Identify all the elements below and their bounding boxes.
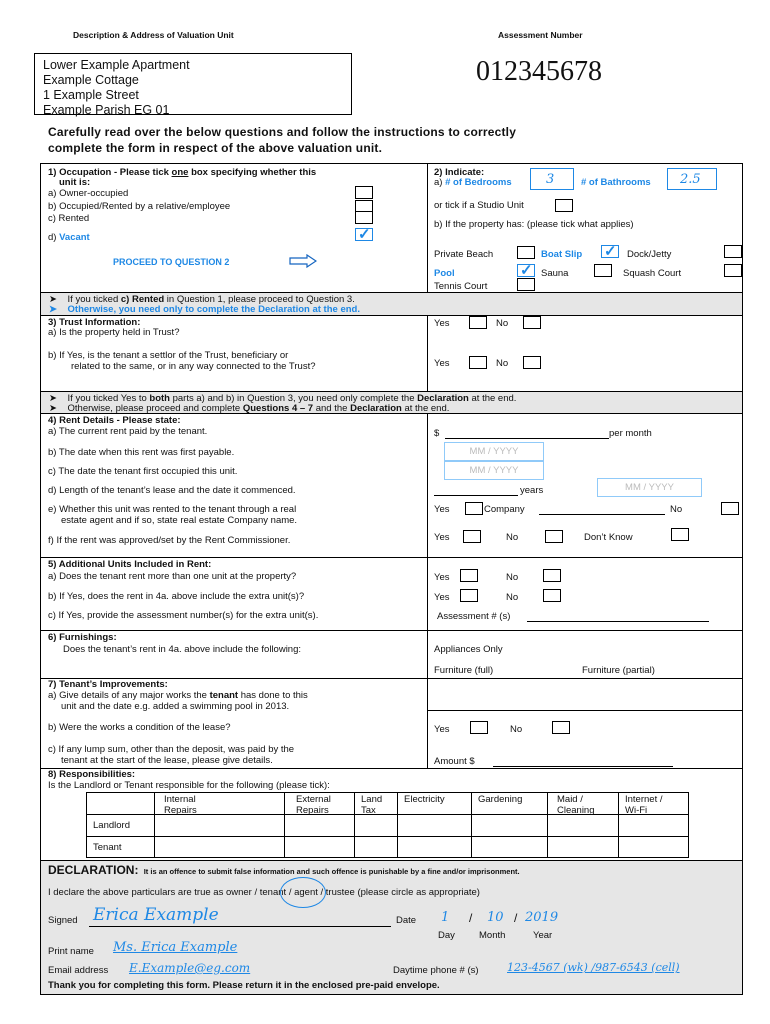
bathrooms-value: 2.5	[680, 172, 701, 187]
q7b-yes-label: Yes	[434, 724, 450, 735]
squash-label: Squash Court	[623, 268, 682, 279]
q4-dollar: $	[434, 428, 440, 439]
col-internal-repairs: Internal Repairs	[164, 794, 197, 816]
q6-text: Does the tenant’s rent in 4a. above include the following:	[63, 644, 302, 655]
q4-a: a) The current rent paid by the tenant.	[48, 426, 208, 437]
intro-line-2: complete the form in respect of the above valuation unit.	[48, 141, 383, 155]
q5a-no-label: No	[506, 572, 519, 583]
date-separator: /	[514, 911, 518, 925]
q4f-dont-know-checkbox[interactable]	[671, 528, 689, 541]
q5-title: 5) Additional Units Included in Rent:	[48, 559, 212, 570]
company-name-field[interactable]	[539, 514, 665, 515]
furniture-partial-label[interactable]: Furniture (partial)	[582, 665, 655, 676]
print-name-value[interactable]: Ms. Erica Example	[113, 940, 238, 955]
pool-checkbox[interactable]	[517, 264, 535, 277]
q3a-no-label: No	[496, 318, 509, 329]
phone-label: Daytime phone # (s)	[393, 965, 479, 976]
q7-a-1: a) Give details of any major works the tenant has done to this	[48, 690, 308, 701]
rent-payable-date-field[interactable]: MM / YYYY	[444, 442, 544, 461]
q3b-yes-label: Yes	[434, 358, 450, 369]
q3a-yes-checkbox[interactable]	[469, 316, 487, 329]
declaration-statement: I declare the above particulars are true as owner / tenant / agent / trustee (please circle as appropriate)	[48, 887, 480, 898]
address-line-2: Example Cottage	[43, 73, 139, 87]
dont-know-label: Don’t Know	[584, 532, 633, 543]
q4f-no-checkbox[interactable]	[545, 530, 563, 543]
col-internet-wifi: Internet / Wi-Fi	[625, 794, 663, 816]
phone-value[interactable]: 123-4567 (wk) /987-6543 (cell)	[507, 961, 680, 974]
pool-label: Pool	[434, 268, 455, 279]
q5b-no-label: No	[506, 592, 519, 603]
occupied-date-field[interactable]: MM / YYYY	[444, 461, 544, 480]
q7-a-2: unit and the date e.g. added a swimming pool in 2013.	[61, 701, 290, 712]
q1-title-2: unit is:	[59, 177, 91, 188]
years-label: years	[520, 485, 544, 496]
note2-line2: ➤ Otherwise, please proceed and complete Questions 4 – 7 and the Declaration at the end.	[49, 403, 450, 414]
q3b-no-label: No	[496, 358, 509, 369]
arrow-right-icon	[289, 254, 317, 268]
declaration-heading: DECLARATION: It is an offence to submit false information and such offence is punishable by a fine and/or imprisonment.	[48, 863, 520, 877]
bathrooms-label: # of Bathrooms	[581, 177, 651, 188]
q4-b: b) The date when this rent was first payable.	[48, 447, 235, 458]
q1-rented-label: c) Rented	[48, 213, 90, 224]
q5a-yes-label: Yes	[434, 572, 450, 583]
owner-circle	[280, 877, 326, 908]
q4-e-1: e) Whether this unit was rented to the tenant through a real	[48, 504, 297, 515]
q1-vacant-checkbox[interactable]	[355, 228, 373, 241]
address-line-1: Lower Example Apartment	[43, 58, 190, 72]
signed-label: Signed	[48, 915, 78, 926]
q7-c-2: tenant at the start of the lease, please give details.	[61, 755, 273, 766]
day-label: Day	[438, 930, 455, 941]
studio-label: or tick if a Studio Unit	[434, 200, 524, 211]
q5b-no-checkbox[interactable]	[543, 589, 561, 602]
assessment-extra-label: Assessment # (s)	[437, 611, 511, 622]
q5a-no-checkbox[interactable]	[543, 569, 561, 582]
date-month[interactable]: 10	[487, 910, 504, 925]
q5-a: a) Does the tenant rent more than one unit at the property?	[48, 571, 297, 582]
intro-text	[48, 124, 648, 156]
date-day[interactable]: 1	[441, 910, 450, 925]
year-label: Year	[533, 930, 553, 941]
row-landlord: Landlord	[93, 820, 130, 831]
tennis-label: Tennis Court	[434, 281, 488, 292]
boat-slip-label: Boat Slip	[541, 249, 583, 260]
signature: Erica Example	[93, 905, 219, 925]
q4-f: f) If the rent was approved/set by the Rent Commissioner.	[48, 535, 291, 546]
q3b-yes-checkbox[interactable]	[469, 356, 487, 369]
address-line-3: 1 Example Street	[43, 88, 139, 102]
q7b-yes-checkbox[interactable]	[470, 721, 488, 734]
form-body	[40, 163, 743, 995]
q6-title: 6) Furnishings:	[48, 632, 117, 643]
q2-a-label: a) # of Bedrooms	[434, 177, 512, 188]
col-gardening: Gardening	[478, 794, 523, 805]
assessment-number: 012345678	[476, 56, 602, 87]
q1-rented-checkbox[interactable]	[355, 211, 373, 224]
q7-b: b) Were the works a condition of the lease?	[48, 722, 231, 733]
lease-years-field[interactable]	[434, 495, 518, 496]
q8-text: Is the Landlord or Tenant responsible for the following (please tick):	[48, 780, 330, 791]
private-beach-label: Private Beach	[434, 249, 494, 260]
furniture-full-label[interactable]: Furniture (full)	[434, 665, 494, 676]
amount-label: Amount $	[434, 756, 475, 767]
note1-line1: ➤ If you ticked c) Rented in Question 1, please proceed to Question 3.	[49, 294, 355, 305]
appliances-only-label[interactable]: Appliances Only	[434, 644, 503, 655]
bedrooms-field[interactable]	[530, 168, 574, 190]
q4f-no-label: No	[506, 532, 519, 543]
q3-b-2: related to the same, or in any way connected to the Trust?	[71, 361, 316, 372]
q7-c-1: c) If any lump sum, other than the deposit, was paid by the	[48, 744, 295, 755]
q5-c: c) If Yes, provide the assessment number(s) for the extra unit(s).	[48, 610, 319, 621]
responsibilities-table	[86, 792, 689, 858]
boat-slip-checkbox[interactable]	[601, 245, 619, 258]
assessment-label: Assessment Number	[498, 30, 583, 40]
intro-line-1: Carefully read over the below questions and follow the instructions to correctly	[48, 125, 517, 139]
tennis-checkbox[interactable]	[517, 278, 535, 291]
q4f-yes-label: Yes	[434, 532, 450, 543]
q1-vacant-label: d) Vacant	[48, 232, 90, 243]
col-maid-cleaning: Maid / Cleaning	[557, 794, 595, 816]
q8-title: 8) Responsibilities:	[48, 769, 136, 780]
month-label: Month	[479, 930, 506, 941]
studio-checkbox[interactable]	[555, 199, 573, 212]
q1-owner-label: a) Owner-occupied	[48, 188, 129, 199]
address-line-4: Example Parish EG 01	[43, 103, 170, 117]
private-beach-checkbox[interactable]	[517, 246, 535, 259]
q7b-no-checkbox[interactable]	[552, 721, 570, 734]
note2-line1: ➤ If you ticked Yes to both parts a) and b) in Question 3, you need only complete the Declaration at the end.	[49, 393, 517, 404]
q4f-yes-checkbox[interactable]	[463, 530, 481, 543]
sauna-checkbox[interactable]	[594, 264, 612, 277]
company-label: Company	[484, 504, 525, 515]
q4e-yes-label: Yes	[434, 504, 450, 515]
q7b-no-label: No	[510, 724, 523, 735]
date-year[interactable]: 2019	[525, 910, 559, 925]
col-external-repairs: External Repairs	[296, 794, 331, 816]
rent-amount-field[interactable]	[445, 438, 609, 439]
q2-b-label: b) If the property has: (please tick what applies)	[434, 219, 634, 230]
address-box	[34, 53, 352, 115]
q4-c: c) The date the tenant first occupied this unit.	[48, 466, 238, 477]
email-label: Email address	[48, 965, 109, 976]
q5b-yes-label: Yes	[434, 592, 450, 603]
q4e-no-checkbox[interactable]	[721, 502, 739, 515]
dock-label: Dock/Jetty	[627, 249, 672, 260]
q4-title: 4) Rent Details - Please state:	[48, 415, 181, 426]
amount-field[interactable]	[493, 766, 673, 767]
bathrooms-field[interactable]	[667, 168, 717, 190]
thank-you-text: Thank you for completing this form. Please return it in the enclosed pre-paid envelope.	[48, 980, 440, 991]
date-label: Date	[396, 915, 417, 926]
sauna-label: Sauna	[541, 268, 569, 279]
q7-title: 7) Tenant’s Improvements:	[48, 679, 168, 690]
proceed-q2-text: PROCEED TO QUESTION 2	[113, 257, 230, 267]
description-label: Description & Address of Valuation Unit	[73, 30, 234, 40]
q4e-yes-checkbox[interactable]	[465, 502, 483, 515]
q4e-no-label: No	[670, 504, 683, 515]
signature-line[interactable]	[89, 926, 391, 927]
q3-title: 3) Trust Information:	[48, 317, 141, 328]
per-month-label: per month	[609, 428, 652, 439]
q1-title: 1) Occupation - Please tick one box specifying whether this	[48, 167, 317, 178]
q4-d: d) Length of the tenant’s lease and the date it commenced.	[48, 485, 296, 496]
q5b-yes-checkbox[interactable]	[460, 589, 478, 602]
date-separator: /	[469, 911, 473, 925]
q1-owner-checkbox[interactable]	[355, 186, 373, 199]
col-land-tax: Land Tax	[361, 794, 383, 816]
q3-a: a) Is the property held in Trust?	[48, 327, 180, 338]
owner-option[interactable]: owner	[225, 887, 252, 898]
bedrooms-value: 3	[546, 172, 555, 187]
q5-b: b) If Yes, does the rent in 4a. above include the extra unit(s)?	[48, 591, 305, 602]
assessment-extra-field[interactable]	[527, 621, 709, 622]
col-electricity: Electricity	[404, 794, 445, 805]
q3b-no-checkbox[interactable]	[523, 356, 541, 369]
email-value[interactable]: E.Example@eg.com	[129, 961, 251, 975]
q4-e-2: estate agent and if so, state real estate Company name.	[61, 515, 298, 526]
q1-relative-label: b) Occupied/Rented by a relative/employee	[48, 201, 231, 212]
q3a-yes-label: Yes	[434, 318, 450, 329]
note1-line2: ➤ Otherwise, you need only to complete the Declaration at the end.	[49, 304, 360, 315]
squash-checkbox[interactable]	[724, 264, 742, 277]
q3a-no-checkbox[interactable]	[523, 316, 541, 329]
print-name-label: Print name	[48, 946, 94, 957]
row-tenant: Tenant	[93, 842, 122, 853]
q3-b-1: b) If Yes, is the tenant a settlor of the Trust, beneficiary or	[48, 350, 289, 361]
lease-start-date-field[interactable]: MM / YYYY	[597, 478, 702, 497]
dock-checkbox[interactable]	[724, 245, 742, 258]
q5a-yes-checkbox[interactable]	[460, 569, 478, 582]
q2-title: 2) Indicate:	[434, 167, 485, 178]
